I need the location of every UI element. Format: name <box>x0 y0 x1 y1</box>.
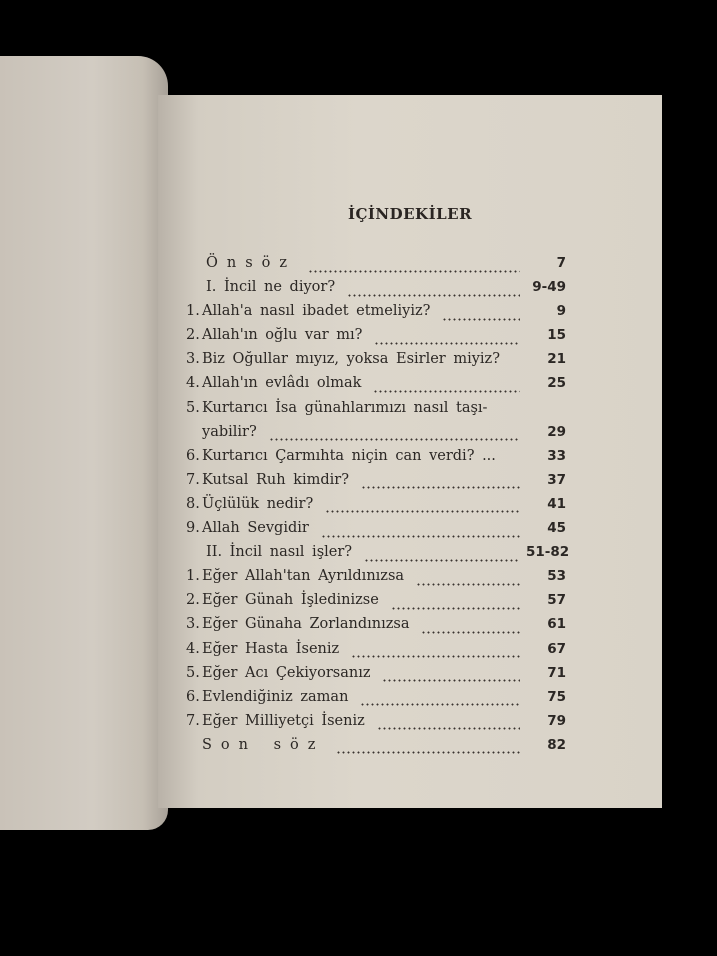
entry-title: Kurtarıcı Çarmıhta niçin can verdi? ... <box>202 447 496 464</box>
table-of-contents <box>186 255 570 761</box>
dot-leader <box>416 583 520 586</box>
entry-number: 8. <box>186 495 200 512</box>
entry-title: yabilir? <box>202 423 257 440</box>
entry-title: Eğer Milliyetçi İseniz <box>202 712 365 729</box>
entry-title: Eğer Günaha Zorlandınızsa <box>202 616 410 633</box>
entry-number: 7. <box>186 712 200 729</box>
toc-entry <box>186 520 566 544</box>
entry-title: Kurtarıcı İsa günahlarımızı nasıl taşı- <box>202 399 488 416</box>
toc-entry <box>186 303 566 327</box>
left-page <box>0 56 168 830</box>
entry-number: 3. <box>186 351 200 368</box>
entry-title: Allah'ın evlâdı olmak <box>202 375 362 392</box>
toc-entry <box>186 448 566 472</box>
right-page <box>158 95 662 808</box>
entry-number: 1. <box>186 303 200 320</box>
dot-leader <box>373 390 520 393</box>
toc-entry <box>186 424 566 448</box>
entry-title: Allah Sevgidir <box>202 520 309 537</box>
entry-page-number: 9-49 <box>532 279 566 296</box>
entry-number: 1. <box>186 568 200 585</box>
dot-leader <box>382 679 520 682</box>
entry-number: 9. <box>186 520 200 537</box>
dot-leader <box>351 655 520 658</box>
entry-title: Üçlülük nedir? <box>202 495 314 512</box>
toc-entry <box>186 737 566 761</box>
entry-number: 3. <box>186 616 200 633</box>
entry-number: 6. <box>186 688 200 705</box>
dot-leader <box>269 438 520 441</box>
toc-entry <box>186 472 566 496</box>
entry-page-number: 25 <box>547 375 566 392</box>
entry-page-number: 53 <box>547 568 566 585</box>
entry-page-number: 37 <box>547 471 566 488</box>
entry-title: Biz Oğullar mıyız, yoksa Esirler miyiz? <box>202 351 500 368</box>
dot-leader <box>325 510 520 513</box>
entry-page-number: 7 <box>556 255 566 271</box>
entry-page-number: 71 <box>547 664 566 681</box>
dot-leader <box>361 486 520 489</box>
toc-entry <box>186 592 566 616</box>
toc-entry <box>186 255 566 279</box>
toc-entry <box>186 375 566 399</box>
entry-number: 6. <box>186 447 200 464</box>
entry-title: Allah'a nasıl ibadet etmeliyiz? <box>202 303 431 320</box>
entry-title: I. İncil ne diyor? <box>206 279 336 296</box>
entry-number: 2. <box>186 327 200 344</box>
toc-entry <box>186 713 566 737</box>
dot-leader <box>442 318 520 321</box>
entry-number: 5. <box>186 399 200 416</box>
entry-number: 2. <box>186 592 200 609</box>
toc-entry <box>186 544 570 568</box>
entry-page-number: 79 <box>547 712 566 729</box>
dot-leader <box>499 414 520 417</box>
entry-title: Eğer Allah'tan Ayrıldınızsa <box>202 568 405 585</box>
toc-entry <box>186 616 566 640</box>
entry-title: Eğer Hasta İseniz <box>202 640 340 657</box>
entry-page-number: 82 <box>547 736 566 753</box>
dot-leader <box>374 342 520 345</box>
toc-entry <box>186 689 566 713</box>
toc-entry <box>186 568 566 592</box>
entry-title: Allah'ın oğlu var mı? <box>202 327 363 344</box>
entry-page-number: 45 <box>547 520 566 537</box>
dot-leader <box>391 607 520 610</box>
dot-leader <box>421 631 520 634</box>
entry-title: Evlendiğiniz zaman <box>202 688 349 705</box>
dot-leader <box>347 294 520 297</box>
dot-leader <box>364 559 520 562</box>
entry-number: 4. <box>186 640 200 657</box>
toc-entry <box>186 665 566 689</box>
entry-number: 5. <box>186 664 200 681</box>
entry-page-number: 9 <box>556 303 566 320</box>
toc-entry <box>186 641 566 665</box>
toc-entry <box>186 496 566 520</box>
entry-page-number: 75 <box>547 688 566 705</box>
entry-page-number: 51-82 <box>526 544 570 561</box>
dot-leader <box>377 727 520 730</box>
dot-leader <box>360 703 520 706</box>
entry-page-number: 29 <box>547 423 566 440</box>
toc-entry <box>186 279 566 303</box>
entry-number: 7. <box>186 471 200 488</box>
entry-page-number: 41 <box>547 495 566 512</box>
entry-title: Önsöz <box>206 255 297 271</box>
toc-entry <box>186 351 566 375</box>
entry-number: 4. <box>186 375 200 392</box>
entry-page-number: 67 <box>547 640 566 657</box>
entry-page-number: 15 <box>547 327 566 344</box>
entry-title: Kutsal Ruh kimdir? <box>202 471 350 488</box>
entry-page-number: 57 <box>547 592 566 609</box>
entry-title: Son söz <box>202 736 325 753</box>
dot-leader <box>512 366 520 369</box>
entry-title: Eğer Günah İşledinizse <box>202 592 379 609</box>
entry-page-number: 33 <box>547 447 566 464</box>
dot-leader <box>308 270 520 273</box>
entry-title: II. İncil nasıl işler? <box>206 544 353 561</box>
entry-page-number: 21 <box>547 351 566 368</box>
dot-leader <box>336 751 520 754</box>
dot-leader <box>321 535 520 538</box>
toc-entry <box>186 400 566 424</box>
toc-entry <box>186 327 566 351</box>
entry-page-number: 61 <box>547 616 566 633</box>
dot-leader <box>508 462 520 465</box>
entry-title: Eğer Acı Çekiyorsanız <box>202 664 371 681</box>
toc-title: İÇİNDEKİLER <box>347 205 473 223</box>
